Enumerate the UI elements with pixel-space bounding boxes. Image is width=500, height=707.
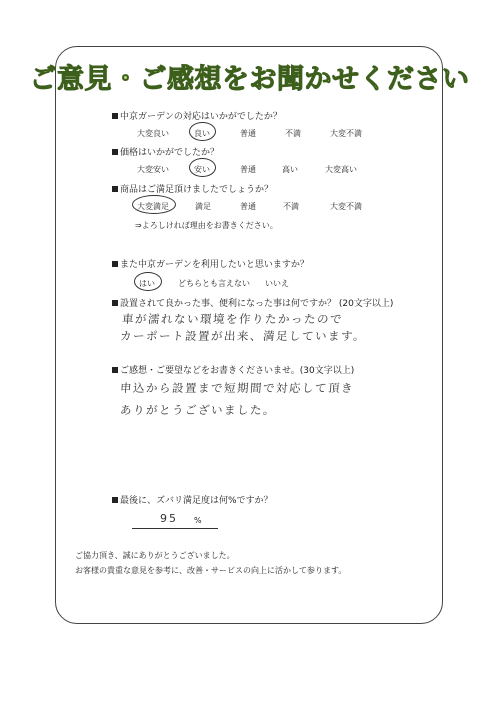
q3-option-3[interactable]: 普通 (240, 202, 256, 211)
q4-option-2[interactable]: どちらとも言えない (178, 279, 250, 288)
question-4-text: また中京ガーデンを利用したいと思いますか？ (120, 260, 309, 270)
q3-selected-circle (132, 195, 176, 214)
question-3-text: 商品はご満足頂けましたでしょうか？ (120, 185, 274, 195)
question-2-text: 価格はいかがでしたか？ (120, 148, 220, 158)
footer-improvement-note: お客様の貴重な意見を参考に、改善・サービスの向上に活かして参ります。 (75, 566, 347, 575)
q1-option-3[interactable]: 普通 (240, 129, 256, 138)
q3-option-5[interactable]: 大変不満 (330, 202, 362, 211)
q5-answer-line-2: カーポート設置が出来、満足しています。 (119, 329, 367, 343)
question-6 (112, 363, 354, 376)
q4-selected-circle (134, 272, 162, 291)
q2-option-2[interactable]: 安い (194, 165, 210, 174)
question-6-text: ご感想・ご要望などをお書きくださいませ。(30文字以上) (120, 366, 355, 376)
q6-answer-line-1: 申込から設置まで短期間で対応して頂き (119, 381, 355, 395)
q3-option-4[interactable]: 不満 (283, 202, 299, 211)
question-2 (112, 145, 219, 158)
bullet-square-icon (112, 497, 118, 503)
q3-option-1[interactable]: 大変満足 (137, 202, 169, 211)
q3-option-2[interactable]: 満足 (195, 202, 211, 211)
question-3 (112, 182, 273, 195)
satisfaction-value: 95 (160, 512, 178, 525)
q1-option-5[interactable]: 大変不満 (330, 129, 362, 138)
bullet-square-icon (112, 367, 118, 373)
q4-option-1[interactable]: はい (139, 279, 155, 288)
question-1-text: 中京ガーデンの対応はいかがでしたか？ (120, 112, 282, 122)
question-5 (112, 296, 393, 309)
q2-option-1[interactable]: 大変安い (137, 165, 169, 174)
q1-option-4[interactable]: 不満 (285, 129, 301, 138)
bullet-square-icon (112, 149, 118, 155)
survey-title: ご意見・ご感想をお聞かせください (29, 63, 470, 95)
footer-thanks: ご協力頂き、誠にありがとうございました。 (75, 551, 235, 560)
question-5-text: 設置されて良かった事、便利になった事は何ですか？ (20文字以上) (120, 299, 394, 309)
q2-option-5[interactable]: 大変高い (325, 165, 357, 174)
q1-selected-circle (189, 122, 216, 141)
q6-answer-line-2: ありがとうございました。 (119, 403, 277, 417)
bullet-square-icon (112, 186, 118, 192)
satisfaction-underline (132, 528, 218, 529)
bullet-square-icon (112, 261, 118, 267)
question-7 (112, 493, 273, 506)
q3-reason-note: ⇒よろしければ理由をお書きください。 (135, 221, 278, 230)
bullet-square-icon (112, 113, 118, 119)
q1-option-2[interactable]: 良い (194, 129, 210, 138)
q2-option-4[interactable]: 高い (282, 165, 298, 174)
satisfaction-unit: % (194, 516, 202, 525)
q1-option-1[interactable]: 大変良い (137, 129, 169, 138)
q2-selected-circle (189, 158, 216, 177)
bullet-square-icon (112, 300, 118, 306)
question-4 (112, 257, 309, 270)
q2-option-3[interactable]: 普通 (240, 165, 256, 174)
question-1 (112, 109, 282, 122)
q4-option-3[interactable]: いいえ (265, 279, 289, 288)
question-7-text: 最後に、ズバリ満足度は何%ですか？ (120, 496, 273, 506)
q5-answer-line-1: 車が濡れない環境を作りたかったので (121, 312, 344, 326)
